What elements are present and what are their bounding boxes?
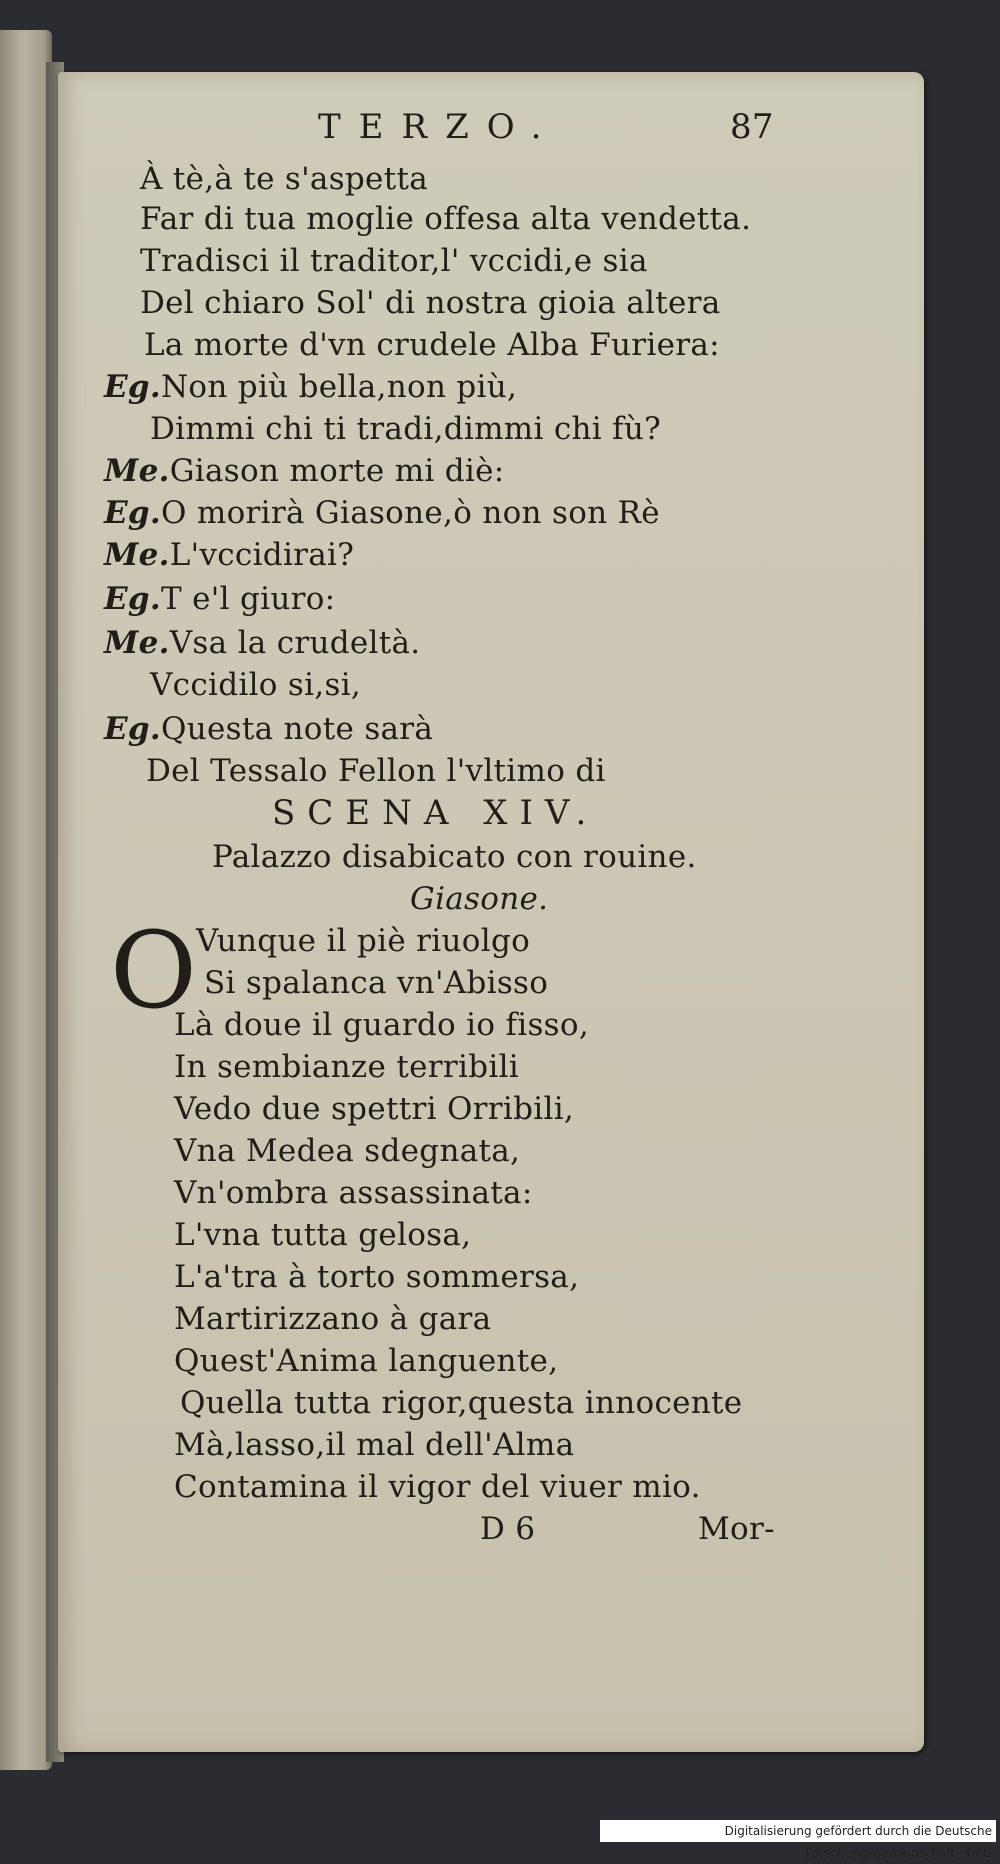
verse-line: Me.Giason morte mi diè: [104, 453, 505, 489]
speaker-label: Eg. [104, 711, 161, 747]
verse-line: À tè,à te s'aspetta [140, 161, 428, 197]
verse-line: L'vna tutta gelosa, [174, 1217, 472, 1253]
verse-line: Vn'ombra assassinata: [174, 1175, 533, 1211]
scene-character: Giasone. [410, 881, 549, 917]
speaker-label: Eg. [104, 369, 161, 405]
speaker-label: Me. [104, 453, 170, 489]
verse-line: Vccidilo si,si, [150, 667, 362, 703]
speaker-label: Eg. [104, 581, 161, 617]
scene-setting: Palazzo disabicato con rouine. [212, 839, 697, 875]
verse-line: Martirizzano à gara [174, 1301, 492, 1337]
verse-line: Me.Vsa la crudeltà. [104, 625, 421, 661]
verse-line: L'a'tra à torto sommersa, [174, 1259, 580, 1295]
verse-line: Tradisci il traditor,l' vccidi,e sia [140, 243, 648, 279]
verse-line: Del Tessalo Fellon l'vltimo di [146, 753, 606, 789]
running-head: TERZO. [318, 107, 560, 147]
verse-line: Si spalanca vn'Abisso [204, 965, 549, 1001]
verse-line: Eg.Questa note sarà [104, 711, 434, 747]
folio-number: 87 [730, 107, 774, 147]
verse-line: Dimmi chi ti tradi,dimmi chi fù? [150, 411, 662, 447]
drop-cap-initial: O [110, 909, 197, 1032]
verse-line: Là doue il guardo io fisso, [174, 1007, 590, 1043]
verse-line: Far di tua moglie offesa alta vendetta. [140, 201, 752, 237]
verse-line: Contamina il vigor del viuer mio. [174, 1469, 701, 1505]
verse-line: Quella tutta rigor,questa innocente [180, 1385, 743, 1421]
verse-line: Mà,lasso,il mal dell'Alma [174, 1427, 575, 1463]
verse-line: Me.L'vccidirai? [104, 537, 355, 573]
speaker-label: Eg. [104, 495, 161, 531]
verse-line: La morte d'vn crudele Alba Furiera: [144, 327, 720, 363]
signature-mark: D 6 [480, 1511, 536, 1547]
digitization-credit: Digitalisierung gefördert durch die Deutsche Forschungsgemeinschaft · DFG [600, 1820, 996, 1842]
verse-line: Vunque il piè riuolgo [196, 923, 531, 959]
verse-line: Eg.O morirà Giasone,ò non son Rè [104, 495, 660, 531]
verse-line: Del chiaro Sol' di nostra gioia altera [140, 285, 721, 321]
verse-line: Eg.T e'l giuro: [104, 581, 336, 617]
verse-line: In sembianze terribili [174, 1049, 519, 1085]
speaker-label: Me. [104, 625, 170, 661]
verse-line: Vna Medea sdegnata, [174, 1133, 521, 1169]
scene-heading: SCENA XIV. [272, 793, 599, 833]
speaker-label: Me. [104, 537, 170, 573]
verse-line: Quest'Anima languente, [174, 1343, 559, 1379]
catchword: Mor- [698, 1511, 775, 1547]
verse-line: Eg.Non più bella,non più, [104, 369, 518, 405]
left-page-edge [0, 30, 52, 1770]
verse-line: Vedo due spettri Orribili, [174, 1091, 575, 1127]
